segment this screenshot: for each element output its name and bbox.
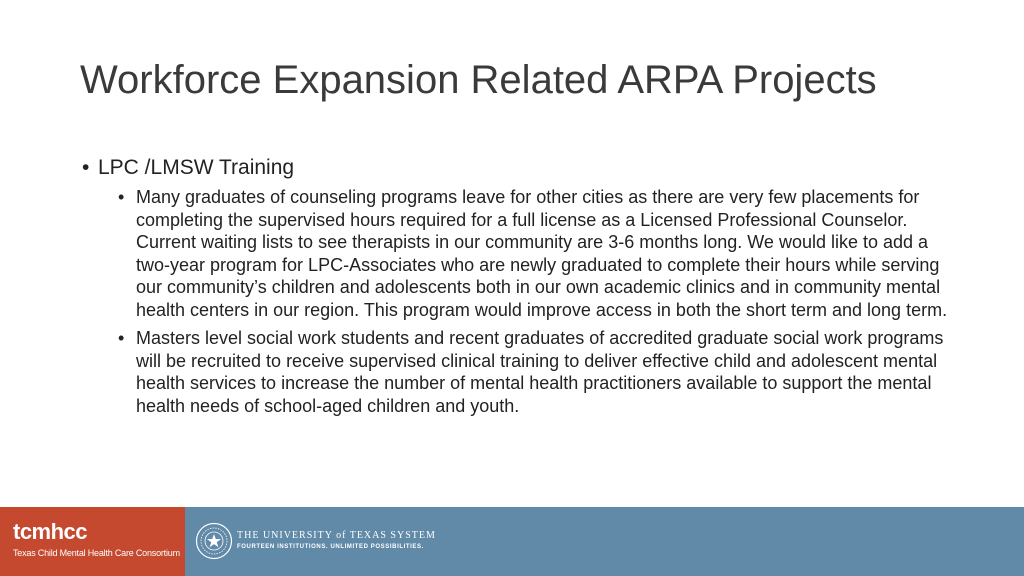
sub-bullet-list bbox=[82, 186, 952, 417]
university-tagline: FOURTEEN INSTITUTIONS. UNLIMITED POSSIBILITIES. bbox=[237, 544, 424, 550]
university-name: THE UNIVERSITY of TEXAS SYSTEM bbox=[237, 530, 436, 541]
slide-content bbox=[82, 154, 952, 423]
sub-bullet-counseling bbox=[118, 186, 952, 321]
sub-bullet-text: Masters level social work students and recent graduates of accredited graduate social work programs will be recruited to receive supervised clinical training to deliver effective child and adolescent mental health services to increase the number of mental health practitioners available to support the mental health needs of school-aged children and youth. bbox=[136, 328, 944, 416]
sub-bullet-dot: • bbox=[118, 328, 125, 348]
slide-title: Workforce Expansion Related ARPA Projects bbox=[80, 58, 877, 102]
university-seal-icon bbox=[195, 522, 233, 560]
sub-bullet-dot: • bbox=[118, 187, 125, 207]
sub-bullet-social-work bbox=[118, 327, 952, 417]
tcmhcc-logo bbox=[0, 507, 185, 576]
bullet-dot: • bbox=[82, 156, 90, 179]
brand-name: tcmhcc bbox=[13, 519, 88, 544]
bullet-lpc-lmsw-training bbox=[82, 154, 952, 182]
footer-bar bbox=[0, 507, 1024, 576]
ut-system-logo bbox=[185, 507, 1024, 576]
bullet-text: LPC /LMSW Training bbox=[98, 156, 295, 179]
sub-bullet-text: Many graduates of counseling programs leave for other cities as there are very few placements for completing the supervised hours required for a full license as a Licensed Professional Counselor. Current waiting lists to see therapists in our community are 3-6 months long. We would like to add a two-year program for LPC-Associates who are newly graduated to complete their hours while serving our community’s children and adolescents both in our own academic clinics and in community mental health centers in our region. This program would improve access in both the short term and long term. bbox=[136, 187, 948, 320]
brand-subtitle: Texas Child Mental Health Care Consortium bbox=[13, 548, 180, 558]
